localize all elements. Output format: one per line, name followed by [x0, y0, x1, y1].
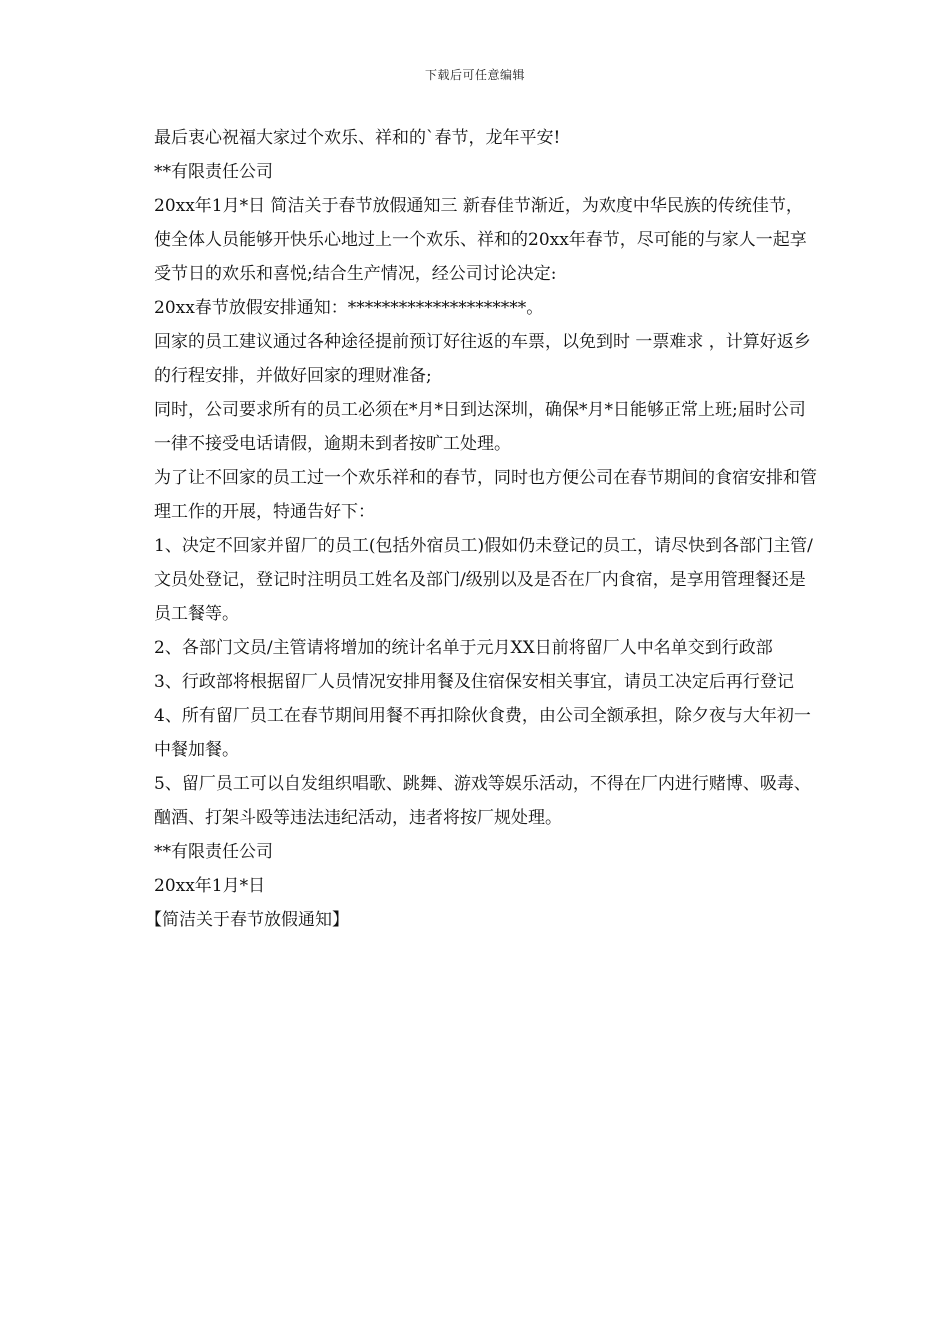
list-item: 1、决定不回家并留厂的员工(包括外宿员工)假如仍未登记的员工，请尽快到各部门主管/文员处登记，登记时注明员工姓名及部门/级别以及是否在厂内食宿，是享用管理餐还是员工餐等。 [154, 536, 813, 624]
return-requirement-paragraph: 同时，公司要求所有的员工必须在*月*日到达深圳，确保*月*日能够正常上班;届时公司一律不接受电话请假，逾期未到者按旷工处理。 [154, 400, 806, 454]
list-item: 2、各部门文员/主管请将增加的统计名单于元月XX日前将留厂人中名单交到行政部 [154, 638, 773, 658]
company-signature: **有限责任公司 [154, 842, 273, 862]
list-item: 4、所有留厂员工在春节期间用餐不再扣除伙食费，由公司全额承担，除夕夜与大年初一中餐加餐。 [154, 706, 811, 760]
document-body [145, 121, 817, 937]
list-item: 5、留厂员工可以自发组织唱歌、跳舞、游戏等娱乐活动，不得在厂内进行赌博、吸毒、酗酒、打架斗殴等违法违纪活动，违者将按厂规处理。 [154, 774, 811, 828]
date-and-intro-paragraph: 20xx年1月*日 简洁关于春节放假通知三 新春佳节渐近，为欢度中华民族的传统佳节，使全体人员能够开快乐心地过上一个欢乐、祥和的20xx年春节，尽可能的与家人一起享受节日的欢乐和喜悦;结合生产情况，经公司讨论决定: [154, 196, 807, 284]
signature-date: 20xx年1月*日 [154, 876, 266, 896]
list-item: 3、行政部将根据留厂人员情况安排用餐及住宿保安相关事宜，请员工决定后再行登记 [154, 672, 794, 692]
stay-arrangement-intro-paragraph: 为了让不回家的员工过一个欢乐祥和的春节，同时也方便公司在春节期间的食宿安排和管理工作的开展，特通告好下： [154, 468, 817, 522]
closing-wish-paragraph: 最后衷心祝福大家过个欢乐、祥和的`春节，龙年平安! [154, 128, 561, 148]
company-signature: **有限责任公司 [154, 162, 273, 182]
travel-advice-paragraph: 回家的员工建议通过各种途径提前预订好往返的车票，以免到时 一票难求 ，计算好返乡的行程安排，并做好回家的理财准备; [154, 332, 811, 386]
page-header-note: 下载后可任意编辑 [424, 68, 525, 82]
document-title-footer: 【简洁关于春节放假通知】 [145, 910, 349, 930]
holiday-schedule-paragraph: 20xx春节放假安排通知：*********************。 [154, 298, 544, 318]
